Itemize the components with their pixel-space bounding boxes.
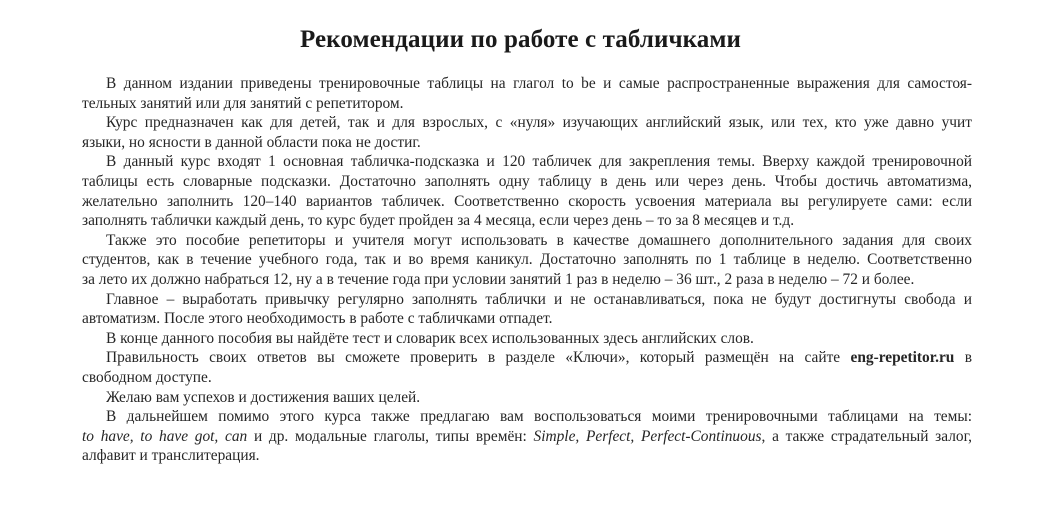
paragraph-line: Главное – выработать привычку регулярно заполнять таблички и не останавливаться, пока не будут достигнуты свобода и xyxy=(106,290,972,308)
italic-tenses-text: Simple, Perfect, Perfect-Continuous xyxy=(533,427,762,445)
paragraph-line: В данный курс входят 1 основная табличка-подсказка и 120 табличек для закрепления темы. Вверху каждой тренировочной xyxy=(106,153,972,171)
paragraph-line: В конце данного пособия вы найдёте тест и словарик всех использованных здесь английских слов. xyxy=(106,329,754,347)
paragraph-line: тельных занятий или для занятий с репетитором. xyxy=(82,94,404,112)
paragraph-line: свободном доступе. xyxy=(82,368,212,386)
paragraph-line: алфавит и транслитерация. xyxy=(82,447,260,465)
line-text: в xyxy=(954,349,973,367)
paragraph-line xyxy=(82,348,972,368)
paragraph-line: В дальнейшем помимо этого курса также предлагаю вам воспользоваться моими тренировочными таблицами на темы: xyxy=(106,408,972,426)
document-body xyxy=(82,74,972,466)
line-text: Правильность своих ответов вы сможете проверить в разделе «Ключи», который размещён на сайте xyxy=(106,349,851,367)
paragraph-line: студентов, как в течение учебного года, так и во время каникул. Достаточно заполнять по 1 таблице в неделю. Соответственно xyxy=(82,251,972,269)
line-text: и др. модальные глаголы, типы времён: xyxy=(247,427,534,445)
paragraph-line: Также это пособие репетиторы и учителя могут использовать в качестве домашнего дополнительного задания для своих xyxy=(106,231,972,249)
site-url-text: eng-repetitor.ru xyxy=(850,349,955,367)
paragraph-line: таблицы есть словарные подсказки. Достаточно заполнять одну таблицу в день или через день. Чтобы достичь автоматизма, xyxy=(82,172,972,190)
paragraph-line: за лето их должно набраться 12, ну а в течение года при условии занятий 1 раз в неделю – 36 шт., 2 раза в неделю – 72 и более. xyxy=(82,270,915,288)
paragraph-line: желательно заполнить 120–140 вариантов табличек. Соответственно скорость усвоения материала вы регулируете сами: если xyxy=(82,192,972,210)
paragraph-line: Желаю вам успехов и достижения ваших целей. xyxy=(106,388,421,406)
page-title: Рекомендации по работе с табличками xyxy=(299,26,742,53)
line-text: , а также страдательный залог, xyxy=(761,427,972,445)
paragraph-line: В данном издании приведены тренировочные таблицы на глагол to be и самые распространенные выражения для самостоя- xyxy=(106,75,972,92)
paragraph-line xyxy=(82,427,972,447)
paragraph-line: Курс предназначен как для детей, так и для взрослых, с «нуля» изучающих английский язык, или тех, кто уже давно учит xyxy=(106,114,972,132)
paragraph-line: автоматизм. После этого необходимость в работе с табличками отпадет. xyxy=(82,310,553,328)
paragraph-line: языки, но ясности в данной области пока не достиг. xyxy=(82,133,421,151)
italic-topics-text: to have, to have got, can xyxy=(82,427,248,445)
paragraph-line: заполнять таблички каждый день, то курс будет пройден за 4 месяца, если через день – то за 8 месяцев и т.д. xyxy=(82,212,795,230)
